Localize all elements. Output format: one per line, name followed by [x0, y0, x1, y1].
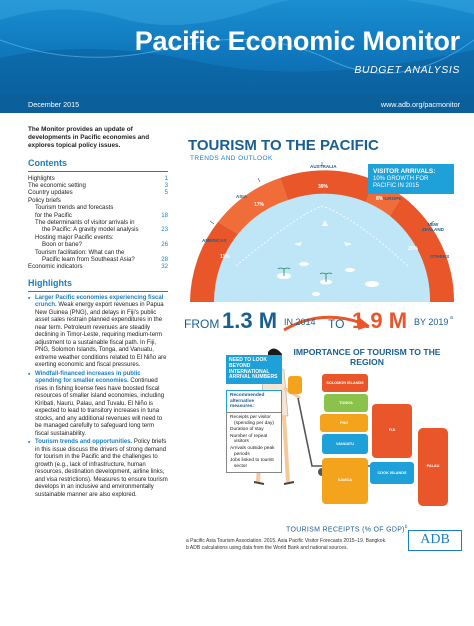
recommended-measures-label: Recommended alternative measures: — [226, 390, 282, 413]
toc-item[interactable] — [28, 249, 168, 256]
publication-subtitle: BUDGET ANALYSIS — [354, 64, 460, 76]
suitcase-label: PALAU — [426, 464, 440, 468]
alternative-measures-list — [226, 412, 282, 473]
toc-item-page: 1 — [164, 174, 168, 182]
tourism-receipts-text: TOURISM RECEIPTS (% OF GDP) — [286, 526, 405, 534]
toc-item-label: Hosting major Pacific events: — [35, 233, 114, 241]
toc-item-page — [164, 197, 168, 204]
toc-item-label: Boon or bane? — [42, 241, 82, 249]
highlight-item — [28, 295, 168, 370]
toc-item[interactable] — [28, 263, 168, 270]
toc-item-page — [164, 219, 168, 226]
toc-item[interactable] — [28, 226, 168, 233]
toc-item-page: 3 — [164, 182, 168, 190]
alt-measure: Receipts per visitor (spending per day) — [230, 415, 274, 426]
handbag — [288, 376, 302, 394]
infographic-title: TOURISM TO THE PACIFIC — [188, 137, 379, 154]
toc-item-label: Highlights — [28, 174, 55, 182]
toc-item-label: The determinants of visitor arrivals in — [35, 219, 135, 227]
toc-item-label: Pacific learn from Southeast Asia? — [42, 256, 135, 264]
visitor-arrivals-line1: VISITOR ARRIVALS: — [373, 168, 436, 175]
highlight-body — [35, 371, 168, 439]
masthead — [0, 0, 474, 95]
arc-percent-3: 39% — [318, 184, 329, 190]
footnote-a: a Pacific Asia Tourism Association. 2015. Asia Pacific Visitor Forecasts 2015–19. Bangkok. — [186, 538, 387, 544]
toc-item-label: Economic indicators — [28, 263, 83, 271]
region-label-americas: AMERICAS — [202, 238, 227, 243]
toc-item-page: 23 — [161, 226, 168, 234]
from-label: FROM — [184, 317, 220, 331]
bullet-icon: ▪ — [28, 294, 31, 302]
toc-item-page: 26 — [161, 241, 168, 249]
visitor-arrivals-line3: PACIFIC IN 2015 — [373, 183, 419, 189]
suitcase — [370, 462, 414, 484]
toc-item[interactable] — [28, 256, 168, 263]
suitcase-label: COOK ISLANDS — [377, 471, 407, 475]
website-link[interactable]: www.adb.org/pacmonitor — [380, 100, 460, 109]
suitcase — [324, 394, 368, 412]
region-label-new-zealand: NEW ZEALAND — [422, 222, 444, 232]
highlight-body — [35, 295, 168, 370]
toc-item-label: Country updates — [28, 189, 73, 197]
highlights-list — [28, 295, 168, 500]
toc-item[interactable] — [28, 175, 168, 182]
toc-item[interactable] — [28, 182, 168, 189]
toc-item-page — [164, 249, 168, 256]
visitor-arrivals-box — [368, 164, 454, 194]
suitcase — [322, 458, 368, 504]
toc-item-page: 28 — [161, 256, 168, 264]
region-label-asia: ASIA — [236, 194, 247, 199]
toc-item-page — [164, 204, 168, 211]
toc-item-label: the Pacific: A gravity model analysis — [42, 226, 139, 234]
arc-percent-1: 11% — [220, 254, 230, 260]
adb-logo: ADB — [408, 530, 462, 551]
suitcase — [320, 414, 368, 432]
suitcase — [372, 404, 412, 458]
contents-heading: Contents — [28, 158, 168, 172]
arc-percent-4: 8% — [376, 196, 384, 202]
to-label: TO — [328, 317, 345, 331]
toc-item[interactable] — [28, 197, 168, 204]
highlight-text: Continued rises in fishing license fees have boosted fiscal resources of smaller island economies, including Kiribati, Nauru, Palau, and Tuvalu. El Niño is expected to lead to transitory increases in tuna stocks, and any additional revenues will need to be managed carefully to safeguard long term fiscal sustainability. — [35, 378, 165, 437]
suitcase-label: TONGA — [339, 401, 353, 405]
arc-percent-5: 25% — [408, 246, 419, 252]
issue-date: December 2015 — [28, 100, 80, 109]
alt-measure: Arrivals outside peak periods — [230, 445, 275, 457]
alt-measure: Jobs linked to tourist sector — [230, 458, 274, 469]
toc-item[interactable] — [28, 241, 168, 248]
toc-item[interactable] — [28, 189, 168, 196]
highlight-lead: Windfall-financed increases in public spending for smaller economies. — [35, 370, 141, 385]
to-year: BY 2019 — [414, 317, 449, 327]
publication-title: Pacific Economic Monitor — [134, 26, 460, 56]
left-column — [28, 126, 168, 500]
suitcase — [322, 434, 368, 454]
suitcases-stack — [316, 374, 456, 518]
arc-percent-2: 17% — [254, 202, 265, 208]
highlight-item — [28, 439, 168, 499]
to-footnote-mark: a — [450, 315, 453, 321]
visitor-arrivals-line2: 10% GROWTH FOR — [373, 175, 429, 182]
table-of-contents — [28, 175, 168, 271]
toc-item-label: Policy briefs — [28, 196, 61, 204]
highlights-heading: Highlights — [28, 278, 168, 292]
to-value: 1.9 M — [352, 308, 408, 333]
toc-item-label: Tourism facilitation: What can the — [35, 248, 125, 256]
importance-title: IMPORTANCE OF TOURISM TO THE REGION — [293, 347, 441, 367]
footnote-b: b ADB calculations using data from the World Bank and national sources. — [186, 544, 348, 551]
region-label-europe: EUROPE — [382, 196, 402, 201]
region-label-others: OTHERS — [430, 254, 450, 259]
suitcase-label: FIJI — [388, 428, 396, 432]
suitcase-label: VANUATU — [336, 442, 354, 446]
highlight-body — [35, 439, 168, 499]
receipts-footnote-mark: b — [404, 524, 408, 529]
tourism-infographic — [176, 126, 462, 564]
bullet-icon: ▪ — [28, 439, 31, 447]
toc-item[interactable] — [28, 219, 168, 226]
suitcase-label: SAMOA — [337, 478, 353, 482]
arrivals-forecast-row — [180, 308, 460, 334]
toc-item-label: Tourism trends and forecasts — [35, 204, 114, 212]
toc-item[interactable] — [28, 234, 168, 241]
suitcase-label: SOLOMON ISLANDS — [326, 381, 364, 385]
highlight-lead: Tourism trends and opportunities. — [35, 439, 133, 446]
toc-item[interactable] — [28, 204, 168, 211]
alt-measure: Number of repeat visitors — [230, 433, 268, 445]
region-label-australia: AUSTRALIA — [310, 164, 337, 169]
intro-text: The Monitor provides an update of developments in Pacific economies and explores topical policy issues. — [28, 126, 150, 150]
from-year: IN 2014 — [284, 317, 316, 327]
from-value: 1.3 M — [222, 308, 278, 333]
highlight-lead: Larger Pacific economies experiencing fiscal crunch. — [35, 294, 164, 309]
tourism-receipts-label — [286, 524, 408, 533]
suitcase-label: PNG — [339, 421, 349, 425]
suitcase — [322, 374, 368, 392]
dateline-bar — [0, 95, 474, 113]
bullet-icon: ▪ — [28, 370, 31, 378]
highlight-text: Weak energy export revenues in Papua New Guinea (PNG), and delays in Fiji's public asset sales restrain planned expenditures in the near term. Petroleum revenues are steadily declining in Timor-Leste, requiring medium-term adjustment to a sustainable fiscal path. In Fiji, PNG, Solomon Islands, Tonga, and Vanuatu, extreme weather conditions related to El Niño are exerting economic and fiscal pressures. — [35, 302, 167, 369]
infographic-subtitle: TRENDS AND OUTLOOK — [190, 155, 273, 162]
toc-item-page: 5 — [164, 189, 168, 197]
toc-item-label: for the Pacific — [35, 211, 72, 219]
toc-item-page: 32 — [161, 263, 168, 271]
toc-item-label: The economic setting — [28, 182, 86, 190]
alt-measure: Duration of stay — [230, 427, 264, 433]
highlight-item — [28, 371, 168, 439]
suitcase — [418, 428, 448, 506]
toc-item-page: 18 — [161, 211, 168, 219]
highlight-text: Policy briefs in this issue discuss the drivers of strong demand for tourism in the Pacific and the challenges to growth (e.g., lack of infrastructure, human resources, destination development, airline links, and visa restrictions). Measures to ensure tourism develops in an inclusive and environmentally sustainable manner are also explored. — [35, 439, 168, 498]
need-to-look-beyond-box: NEED TO LOOK BEYOND INTERNATIONAL ARRIVAL NUMBERS — [226, 355, 282, 384]
toc-item[interactable] — [28, 212, 168, 219]
toc-item-page — [164, 234, 168, 241]
